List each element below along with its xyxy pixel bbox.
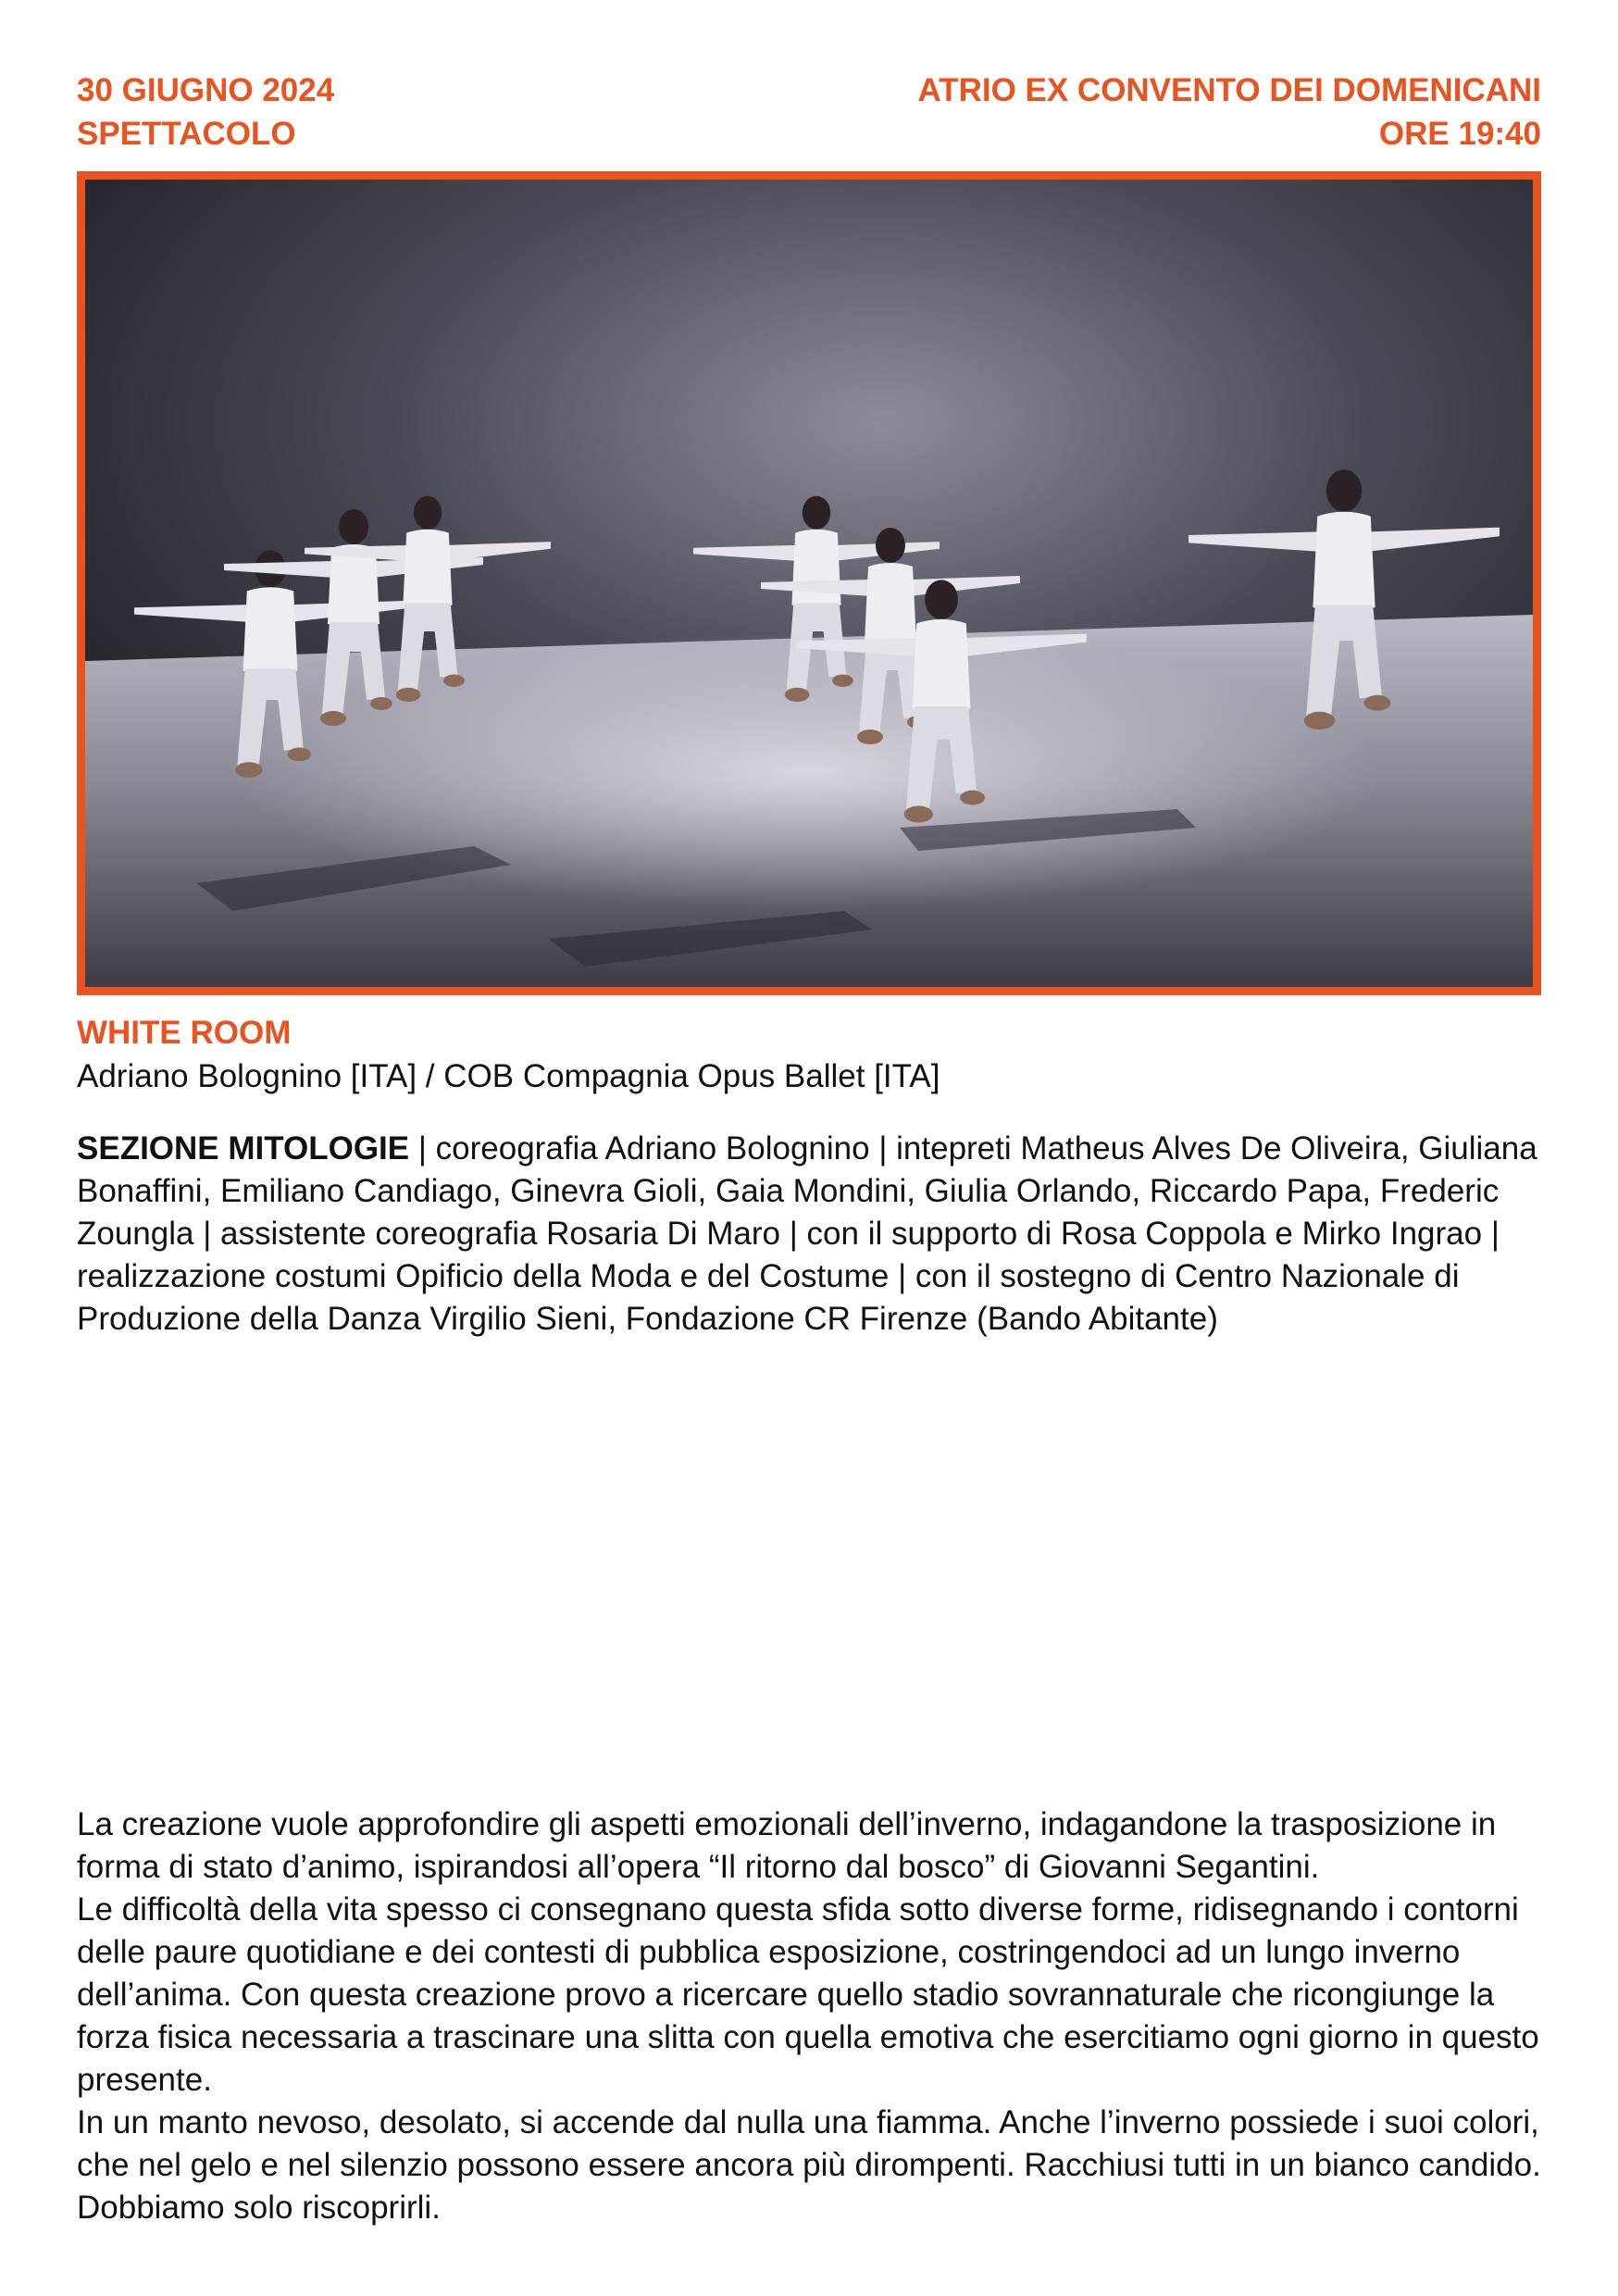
event-date: 30 GIUGNO 2024 (77, 72, 335, 108)
header-left (77, 69, 334, 156)
show-authors: Adriano Bolognino [ITA] / COB Compagnia Opus Ballet [ITA] (77, 1058, 940, 1094)
credits-block (77, 1128, 1549, 1341)
description (77, 1803, 1558, 2229)
description-paragraph: Le difficoltà della vita spesso ci consegnano questa sfida sotto diverse forme, ridisegnando i contorni delle paure quotidiane e dei contesti di pubblica esposizione, costringendoci ad un lungo inverno dell’anima. Con questa creazione provo a ricercare quello stadio sovrannaturale che ricongiunge la forza fisica necessaria a trascinare una slitta con quella emotiva che esercitiamo ogni giorno in questo presente. (77, 1891, 1539, 2098)
event-venue: ATRIO EX CONVENTO DEI DOMENICANI (917, 72, 1541, 108)
credits-section: SEZIONE MITOLOGIE (77, 1130, 410, 1167)
description-paragraph: In un manto nevoso, desolato, si accende dal nulla una fiamma. Anche l’inverno possiede i suoi colori, che nel gelo e nel silenzio possono essere ancora più dirompenti. Racchiusi tutti in un bianco candido. Dobbiamo solo riscoprirli. (77, 2104, 1541, 2226)
description-paragraph: La creazione vuole approfondire gli aspetti emozionali dell’inverno, indagandone la trasposizione in forma di stato d’animo, ispirandosi all’opera “Il ritorno dal bosco” di Giovanni Segantini. (77, 1806, 1497, 1885)
event-time: ORE 19:40 (1378, 116, 1541, 152)
show-title: WHITE ROOM (77, 1015, 292, 1051)
credits-text: | coreografia Adriano Bolognino | intepreti Matheus Alves De Oliveira, Giuliana Bonaffini, Emiliano Candiago, Ginevra Gioli, Gaia Mondini, Giulia Orlando, Riccardo Papa, Frederic Zoungla | assistente coreografia Rosaria Di Maro | con il supporto di Rosa Coppola e Mirko Ingrao | realizzazione costumi Opificio della Moda e del Costume | con il sostegno di Centro Nazionale di Produzione della Danza Virgilio Sieni, Fondazione CR Firenze (Bando Abitante) (77, 1130, 1537, 1337)
event-type: SPETTACOLO (77, 116, 296, 152)
dancers-image (85, 180, 1533, 987)
performance-photo (77, 171, 1541, 995)
header-right (918, 69, 1541, 156)
